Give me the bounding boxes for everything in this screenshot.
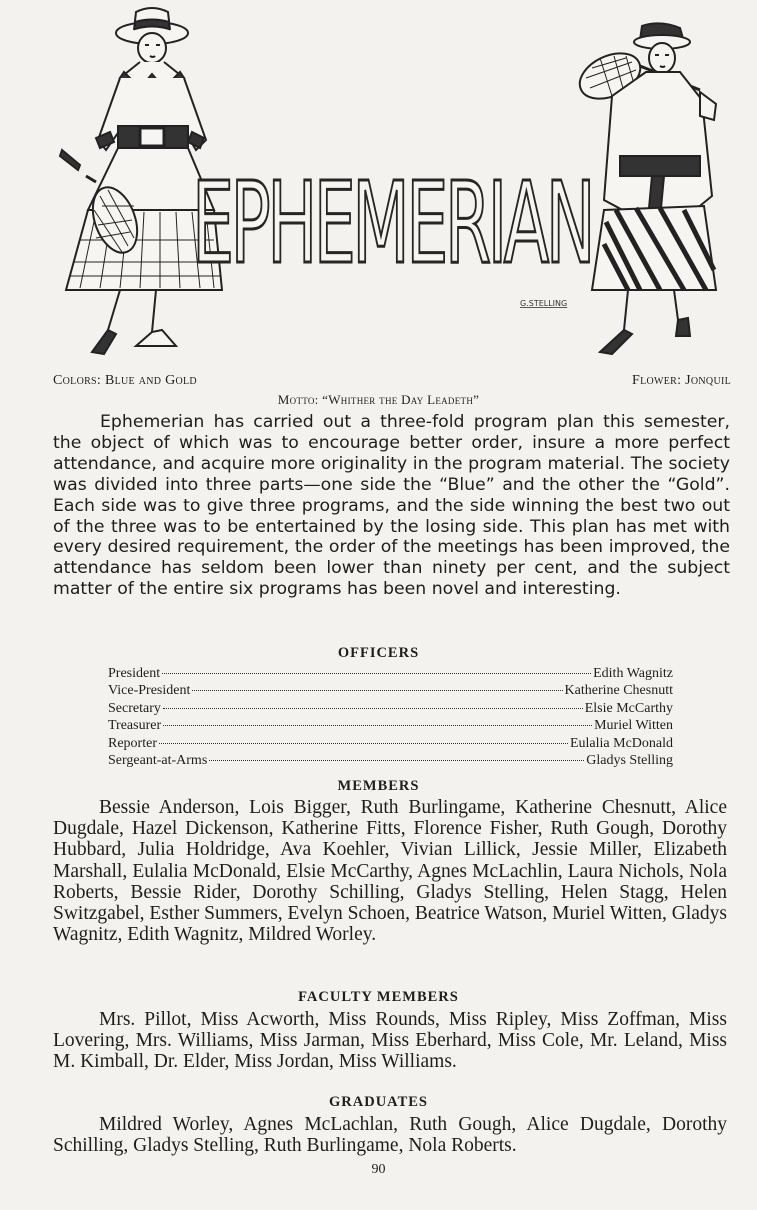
- right-tennis-girl-illustration: [573, 23, 716, 354]
- motto-line: [0, 392, 757, 408]
- officer-office: Vice-President: [108, 683, 191, 699]
- officer-name: Muriel Witten: [594, 718, 673, 734]
- officer-office: Sergeant-at-Arms: [108, 752, 208, 768]
- dot-leader: [163, 725, 592, 726]
- officer-name: Elsie McCarthy: [584, 700, 673, 716]
- colors-label: Colors:: [53, 373, 102, 388]
- dot-leader: [163, 708, 583, 709]
- officer-name: Gladys Stelling: [586, 752, 673, 768]
- page-number: 90: [371, 1162, 386, 1177]
- officer-row: [108, 717, 673, 734]
- colors-line: [53, 373, 197, 389]
- officer-name: Eulalia McDonald: [569, 735, 673, 751]
- officer-office: President: [108, 666, 161, 681]
- officers-heading: OFFICERS: [337, 645, 420, 661]
- graduates-text: Mildred Worley, Agnes McLachlan, Ruth Gough, Alice Dugdale, Dorothy Schilling, Gladys Stelling, Ruth Burlingame, Nola Roberts.: [53, 1114, 727, 1157]
- flower-value: Jonquil: [685, 373, 731, 388]
- flower-label: Flower:: [631, 373, 682, 388]
- officer-row: [108, 735, 673, 752]
- colors-value: Blue and Gold: [104, 373, 197, 388]
- faculty-heading: FACULTY MEMBERS: [298, 989, 459, 1005]
- officer-office: Secretary: [108, 700, 161, 716]
- banner-title-lettering: EPHEMERIAN: [192, 159, 592, 289]
- members-text: Bessie Anderson, Lois Bigger, Ruth Burlingame, Katherine Chesnutt, Alice Dugdale, Hazel Dickenson, Katherine Fitts, Florence Fisher, Ruth Gough, Dorothy Hubbard, Julia Holdridge, Ava Koehler, Vivian Lillick, Jessie Miller, Elizabeth Marshall, Eulalia McDonald, Elsie McCarthy, Agnes McLachlin, Laura Nichols, Nola Roberts, Bessie Rider, Dorothy Schilling, Gladys Stelling, Helen Stagg, Helen Switzgabel, Esther Summers, Evelyn Schoen, Beatrice Watson, Muriel Witten, Gladys Wagnitz, Edith Wagnitz, Mildred Worley.: [53, 797, 727, 946]
- officer-row: [108, 682, 673, 699]
- motto-label: Motto:: [277, 392, 319, 407]
- officer-row: [108, 752, 673, 769]
- faculty-text: Mrs. Pillot, Miss Acworth, Miss Rounds, Miss Ripley, Miss Zoffman, Miss Lovering, Mrs. Williams, Miss Jarman, Miss Eberhard, Miss Cole, Mr. Leland, Miss M. Kimball, Dr. Elder, Miss Jordan, Miss Williams.: [53, 1009, 727, 1073]
- officers-list: [108, 665, 673, 769]
- graduates-heading: GRADUATES: [329, 1094, 428, 1110]
- flower-line: [632, 373, 731, 389]
- officer-row: [108, 700, 673, 717]
- dot-leader: [162, 673, 591, 674]
- officer-row: [108, 665, 673, 682]
- motto-value: “Whither the Day Leadeth”: [322, 392, 480, 407]
- intro-paragraph: Ephemerian has carried out a three-fold program plan this semester, the object of which was to encourage better order, insure a more perfect attendance, and acquire more originality in the program material. The society was divided into three parts—one side the “Blue” and the other the “Gold”. Each side was to give three programs, and the side winning the best two out of the three was to be entertained by the losing side. This plan has met with every desired requirement, the order of the meetings has been improved, the attendance has seldom been lower than ninety per cent, and the subject matter of the entire six programs has been novel and interesting.: [53, 412, 730, 600]
- officer-office: Reporter: [108, 735, 157, 751]
- dot-leader: [192, 690, 562, 691]
- officer-name: Edith Wagnitz: [593, 666, 673, 681]
- dot-leader: [209, 760, 584, 761]
- officer-name: Katherine Chesnutt: [564, 683, 673, 699]
- banner-illustration: [0, 0, 757, 370]
- artist-signature: G.STELLING: [520, 299, 568, 308]
- members-heading: MEMBERS: [337, 778, 420, 794]
- dot-leader: [159, 743, 568, 744]
- officer-office: Treasurer: [108, 718, 162, 734]
